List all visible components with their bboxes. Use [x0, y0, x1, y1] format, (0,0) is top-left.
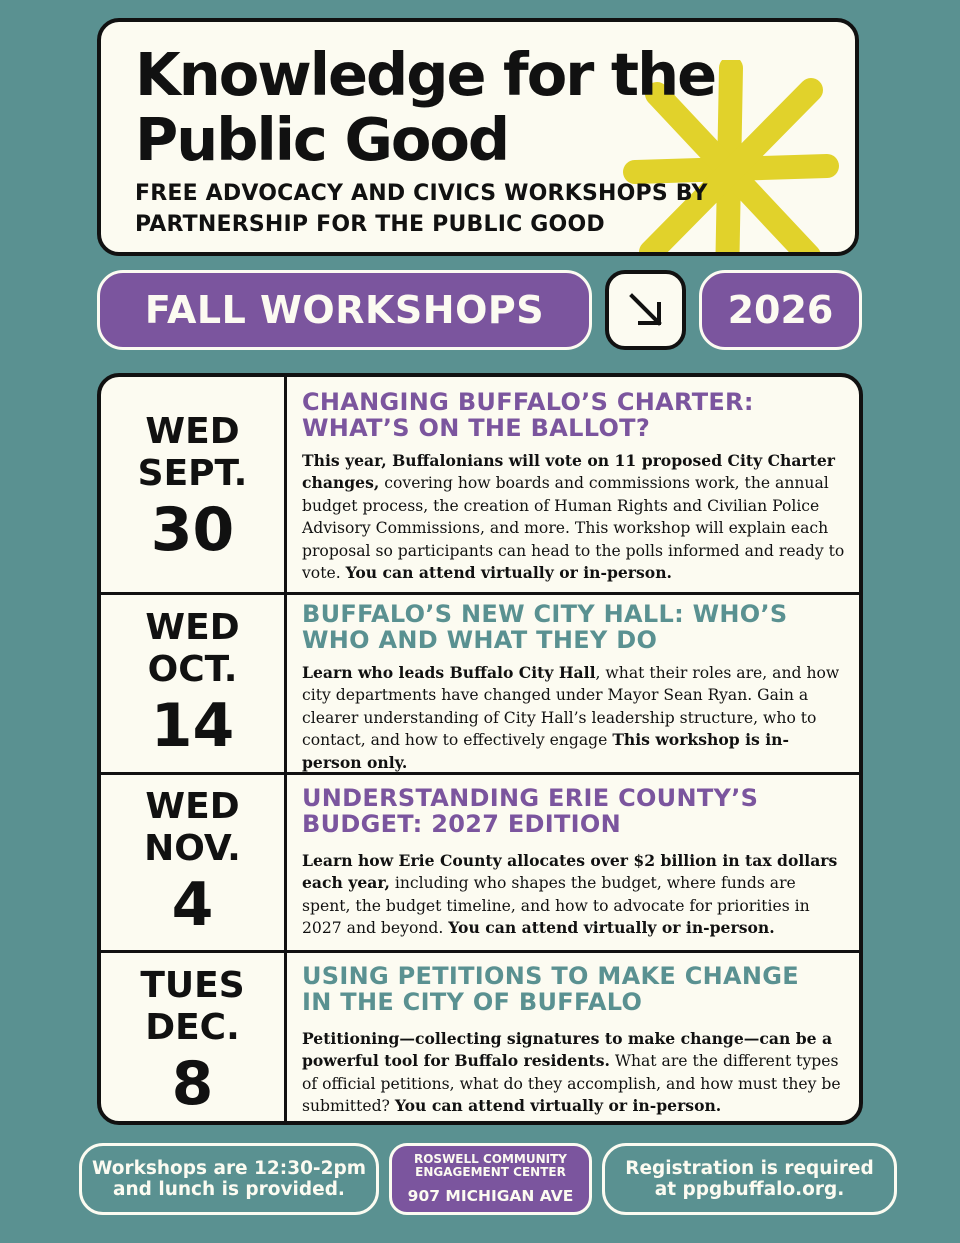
time-line-2: and lunch is provided.	[113, 1179, 345, 1200]
workshop-day: WED	[145, 606, 240, 648]
description-body: What are the different types of official petitions, what do they accomplish, and how must they be submitted?	[302, 1052, 841, 1116]
workshop-schedule	[97, 373, 863, 1125]
workshop-content	[302, 389, 847, 584]
location-line-2: ENGAGEMENT CENTER	[415, 1165, 566, 1179]
description-lead: This year, Buffalonians will vote on 11 proposed City Charter changes,	[302, 451, 835, 493]
registration-info	[602, 1143, 897, 1215]
subtitle-line-1: FREE ADVOCACY AND CIVICS WORKSHOPS BY	[135, 181, 708, 206]
workshop-date-number: 30	[150, 494, 235, 565]
season-banner: FALL WORKSHOPS	[97, 270, 592, 350]
workshop-month: NOV.	[144, 827, 241, 869]
workshop-date-number: 8	[171, 1048, 214, 1119]
workshop-title-line-1: BUFFALO’S NEW CITY HALL: WHO’S	[302, 600, 788, 628]
workshop-title	[302, 389, 847, 441]
workshop-row	[101, 950, 859, 1125]
page-title	[135, 42, 775, 172]
workshop-month: OCT.	[147, 648, 238, 690]
registration-line-1: Registration is required	[625, 1158, 874, 1179]
workshop-date	[101, 377, 287, 592]
description-body: including who shapes the budget, where funds are spent, the budget timeline, and how to advocate for priorities in 2027 and beyond.	[302, 874, 810, 938]
workshop-row	[101, 592, 859, 772]
title-line-2: Public Good	[135, 105, 509, 174]
workshop-date-number: 14	[150, 690, 235, 761]
description-lead: Learn how Erie County allocates over $2 billion in tax dollars each year,	[302, 851, 838, 893]
workshop-row	[101, 377, 859, 592]
title-line-1: Knowledge for the	[135, 40, 716, 109]
workshop-date	[101, 953, 287, 1125]
workshop-title-line-2: BUDGET: 2027 EDITION	[302, 810, 621, 838]
workshop-content	[302, 963, 847, 1118]
workshop-date	[101, 775, 287, 950]
workshop-title-line-2: WHAT’S ON THE BALLOT?	[302, 414, 651, 442]
workshop-title-line-1: UNDERSTANDING ERIE COUNTY’S	[302, 784, 759, 812]
header-card	[97, 18, 859, 256]
workshop-description	[302, 850, 847, 940]
workshop-title	[302, 601, 847, 653]
description-attendance: You can attend virtually or in-person.	[394, 1096, 722, 1116]
workshop-day: WED	[145, 410, 240, 452]
workshop-date-number: 4	[171, 869, 214, 940]
workshop-title	[302, 963, 847, 1015]
workshop-title-line-1: CHANGING BUFFALO’S CHARTER:	[302, 388, 754, 416]
workshop-title-line-2: WHO AND WHAT THEY DO	[302, 626, 658, 654]
description-lead: Petitioning—collecting signatures to make change—can be a powerful tool for Buffalo residents.	[302, 1029, 833, 1071]
time-info	[79, 1143, 379, 1215]
description-attendance: You can attend virtually or in-person.	[448, 918, 775, 938]
description-body: covering how boards and commissions work, the annual budget process, the creation of Human Rights and Civilian Police Advisory Commissions, and more. This workshop will explain each proposal so participants can head to the polls informed and ready to vote.	[302, 474, 845, 583]
description-attendance: This workshop is in-person only.	[302, 730, 789, 772]
location-address: 907 MICHIGAN AVE	[407, 1187, 574, 1205]
workshop-title-line-1: USING PETITIONS TO MAKE CHANGE	[302, 962, 799, 990]
workshop-month: DEC.	[145, 1006, 240, 1048]
location-line-1: ROSWELL COMMUNITY	[413, 1152, 567, 1166]
description-body: , what their roles are, and how city departments have changed under Mayor Sean Ryan. Gain a clearer understanding of City Hall’s leadership structure, who to contact, and how to effectively engage	[302, 664, 840, 750]
arrow-down-right-icon	[626, 290, 666, 330]
workshop-description	[302, 1028, 847, 1118]
description-attendance: You can attend virtually or in-person.	[345, 563, 672, 583]
time-line-1: Workshops are 12:30-2pm	[91, 1158, 367, 1179]
workshop-day: WED	[145, 785, 240, 827]
workshop-content	[302, 601, 847, 774]
workshop-row	[101, 772, 859, 950]
location-info	[389, 1143, 592, 1215]
workshop-date	[101, 595, 287, 772]
workshop-day: TUES	[140, 964, 245, 1006]
workshop-description	[302, 450, 847, 584]
year-badge: 2026	[699, 270, 862, 350]
workshop-month: SEPT.	[137, 452, 248, 494]
subtitle-line-2: PARTNERSHIP FOR THE PUBLIC GOOD	[135, 212, 605, 237]
workshop-description	[302, 662, 847, 774]
workshop-title-line-2: IN THE CITY OF BUFFALO	[302, 988, 643, 1016]
registration-line-2: at ppgbuffalo.org.	[654, 1179, 845, 1200]
workshop-content	[302, 785, 847, 940]
page-subtitle	[135, 178, 795, 240]
workshop-title	[302, 785, 847, 837]
description-lead: Learn who leads Buffalo City Hall	[302, 663, 596, 682]
arrow-box	[605, 270, 686, 350]
